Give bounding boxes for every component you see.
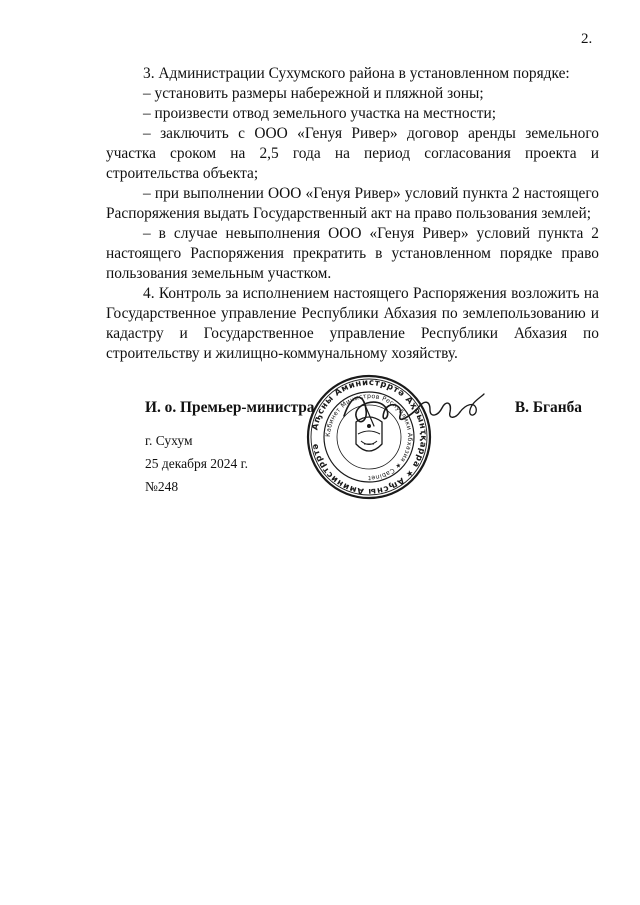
paragraph-3-item-2: – произвести отвод земельного участка на местности;: [143, 105, 496, 122]
document-body: [106, 64, 599, 364]
document-number: №248: [145, 479, 179, 494]
paragraph-3-item-3: – заключить с ООО «Генуя Ривер» договор аренды земельного участка сроком на 2,5 года на период согласования проекта и строительства объекта;: [106, 125, 599, 182]
document-city: г. Сухум: [145, 433, 193, 448]
signatory-name: В. Бганба: [514, 399, 582, 416]
paragraph-4: 4. Контроль за исполнением настоящего Распоряжения возложить на Государственное управление Республики Абхазия по землепользованию и кадастру и Государственное управление Республики Абхазия по строительству и жилищно-коммунальному хозяйству.: [106, 285, 599, 362]
paragraph-3-item-1: – установить размеры набережной и пляжной зоны;: [143, 85, 484, 102]
document-date: 25 декабря 2024 г.: [145, 456, 249, 471]
paragraph-3-item-4: – при выполнении ООО «Генуя Ривер» условий пункта 2 настоящего Распоряжения выдать Государственный акт на право пользования землей;: [106, 185, 599, 222]
signatory-title: И. о. Премьер-министра: [145, 399, 315, 416]
signature-row: [145, 399, 582, 421]
page-number: 2.: [581, 31, 593, 47]
paragraph-3-item-5: – в случае невыполнения ООО «Генуя Ривер» условий пункта 2 настоящего Распоряжения прекратить в установленном порядке право пользования земельным участком.: [106, 225, 599, 282]
paragraph-3-heading: 3. Администрации Сухумского района в установленном порядке:: [143, 65, 570, 82]
svg-text:Кабинет Министров Республики А: Кабинет Министров Республики Абхазия ★ Cabinet: [324, 392, 414, 482]
svg-text:Аҧсны Аминистрртә Аҳәынҭқарра: Аҧсны Аминистрртә Аҳәынҭқарра ★ Аҧсны Аминистрртә: [310, 377, 429, 497]
